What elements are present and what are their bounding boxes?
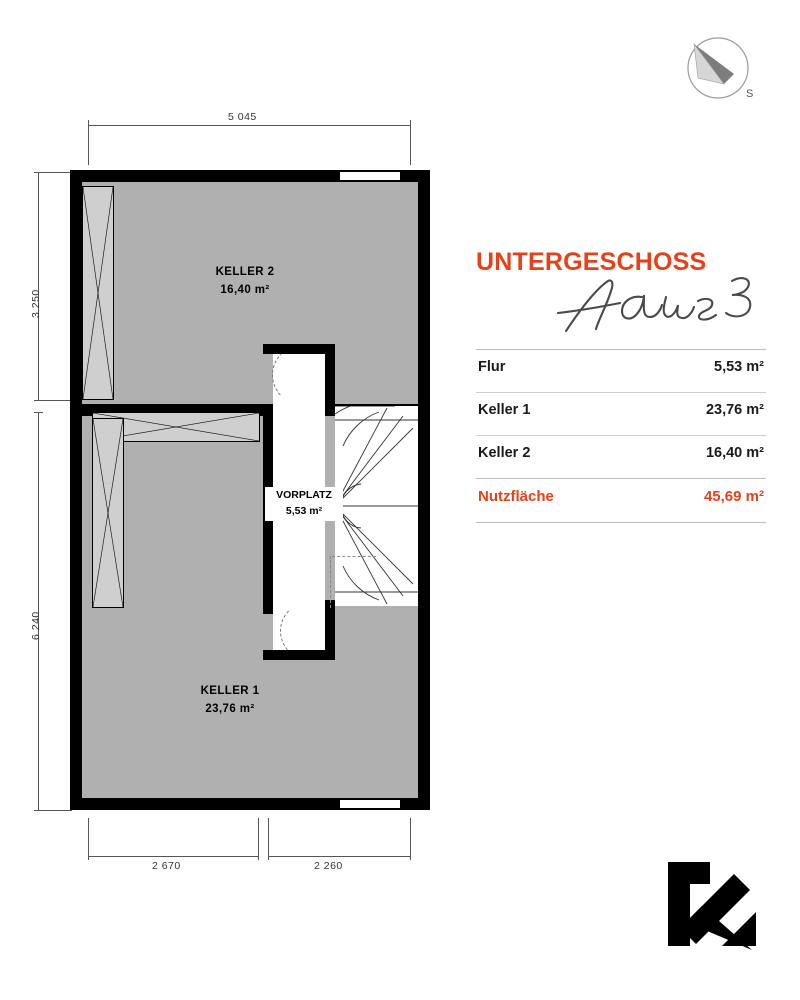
dimension-label-left-lower: 6 240 (30, 611, 42, 640)
dimension-label-top: 5 045 (228, 111, 257, 123)
room-label-keller2 (130, 264, 360, 300)
dimension-tick (34, 412, 43, 413)
legend-value-flur: 5,53 m² (714, 359, 764, 375)
hatched-wall-lower-left (92, 418, 124, 608)
dimension-line-bottom-left (88, 856, 258, 857)
door-swing-upper (272, 345, 332, 405)
window-top (340, 170, 400, 182)
door-threshold-dashed (332, 556, 376, 558)
dimension-line-left-upper (38, 172, 39, 400)
legend-value-keller2: 16,40 m² (705, 445, 764, 461)
compass-rose (672, 22, 764, 114)
dimension-extension (88, 125, 89, 165)
haus-script-icon (556, 273, 766, 339)
legend-row-total (476, 479, 766, 514)
room-area-label-keller1: 23,76 m² (205, 702, 255, 715)
room-area-label-keller2: 16,40 m² (220, 283, 270, 296)
room-name-vorplatz: VORPLATZ (276, 489, 332, 501)
legend-label-flur: Flur (478, 359, 506, 375)
page-title: UNTERGESCHOSS (476, 248, 707, 276)
arrow-down-right-icon (664, 858, 760, 954)
window-bottom (340, 798, 400, 810)
dimension-line-bottom-right (268, 856, 410, 857)
dimension-label-left-upper: 3 250 (30, 289, 42, 318)
stair-edge-dashed (330, 556, 332, 608)
compass-needle-icon (672, 22, 764, 114)
legend-row-keller2 (476, 436, 766, 470)
haus-handwriting (476, 279, 766, 341)
dimension-extension (38, 400, 72, 401)
hatched-wall-upper-left (82, 186, 114, 400)
legend-label-keller1: Keller 1 (478, 402, 531, 418)
compass-south-label: S (746, 88, 754, 100)
legend-row-flur (476, 350, 766, 384)
dimension-tick (258, 851, 259, 860)
legend-label-total: Nutzfläche (478, 488, 554, 505)
room-label-vorplatz (265, 487, 343, 521)
dimension-extension (38, 172, 72, 173)
info-panel (476, 248, 766, 523)
dimension-tick (410, 851, 411, 860)
staircase (335, 406, 418, 606)
divider-bottom (476, 522, 766, 523)
legend-label-keller2: Keller 2 (478, 445, 531, 461)
legend-row-keller1 (476, 393, 766, 427)
dimension-label-bottom-left: 2 670 (152, 860, 181, 872)
dimension-label-bottom-right: 2 260 (314, 860, 343, 872)
dimension-tick (268, 851, 269, 860)
room-name-keller1: KELLER 1 (200, 685, 260, 697)
dimension-extension (410, 125, 411, 165)
room-label-keller1 (115, 683, 345, 719)
room-name-keller2: KELLER 2 (215, 266, 275, 278)
orientation-arrow (664, 858, 760, 954)
dimension-line-top (88, 125, 410, 126)
room-area-label-vorplatz: 5,53 m² (285, 504, 323, 517)
dimension-extension (38, 810, 72, 811)
legend-value-total: 45,69 m² (703, 488, 764, 505)
legend-value-keller1: 23,76 m² (705, 402, 764, 418)
door-swing-lower (280, 602, 338, 660)
dimension-tick (88, 851, 89, 860)
